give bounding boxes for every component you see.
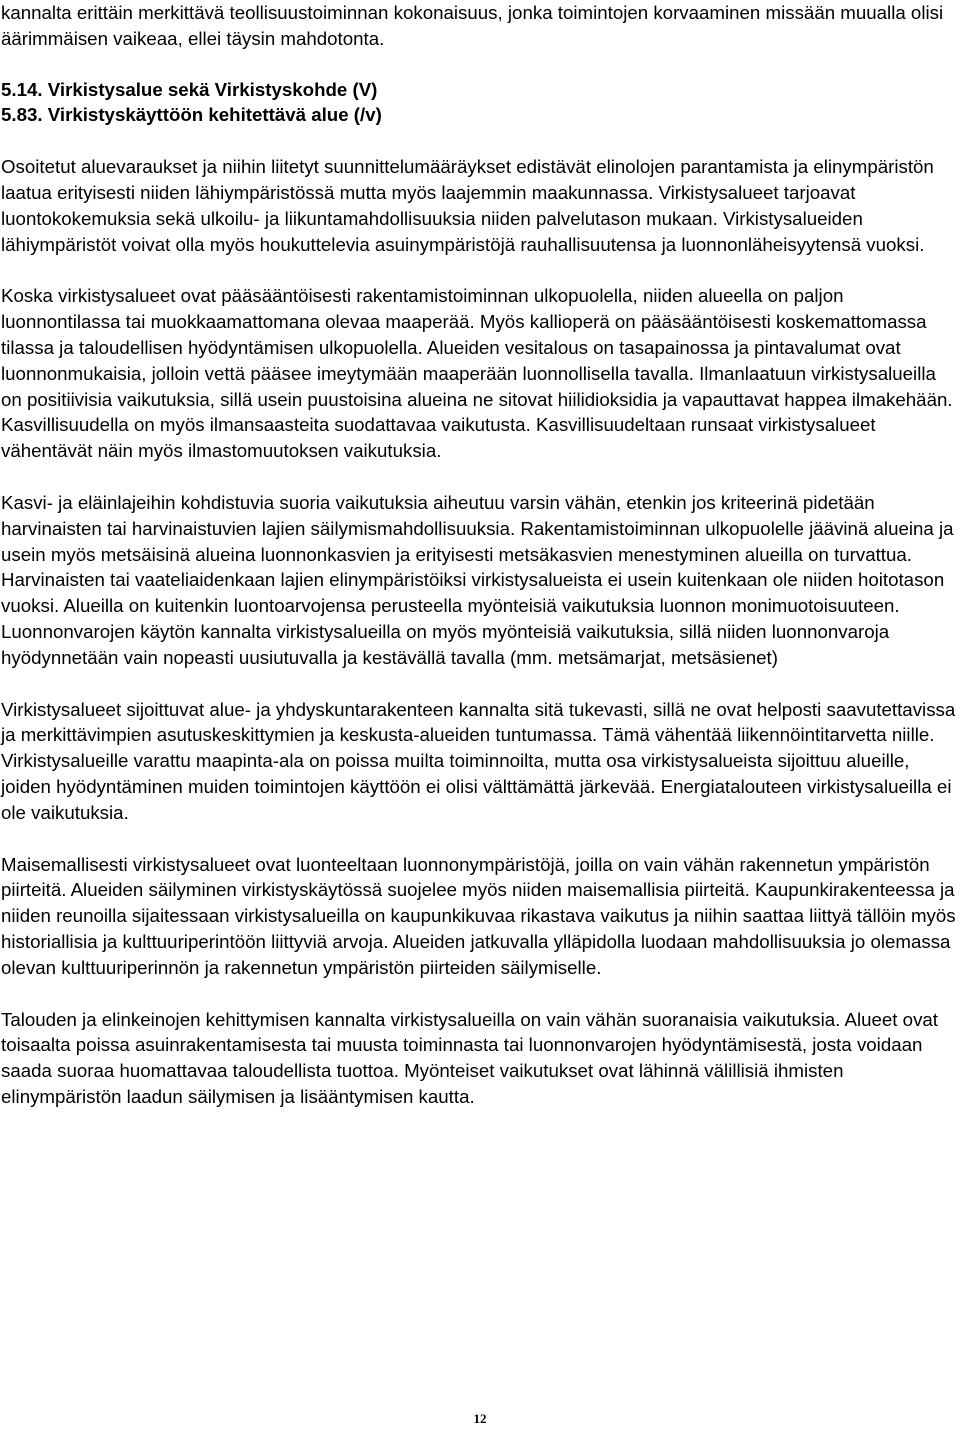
paragraph-flora-fauna: Kasvi- ja eläinlajeihin kohdistuvia suoria vaikutuksia aiheutuu varsin vähän, etenkin jos kriteerinä pidetään harvinaisten tai harvinaistuvien lajien säilymismahdollisuuksia. Rakentamistoiminnan ulkopuolelle jäävinä alueina ja usein myös metsäisinä alueina luonnonkasvien ja erityisesti metsäkasvien menestyminen alueilla on turvattua. Harvinaisten tai vaateliaidenkaan lajien elinympäristöiksi virkistysalueista ei usein kuitenkaan ole niiden hoitotason vuoksi. Alueilla on kuitenkin luontoarvojensa perusteella myönteisiä vaikutuksia luonnon monimuotoisuuteen. Luonnonvarojen käytön kannalta virkistysalueilla on myös myönteisiä vaikutuksia, sillä niiden luonnonvaroja hyödynnetään vain nopeasti uusiutuvalla ja kestävällä tavalla (mm. metsämarjat, metsäsienet) bbox=[1, 491, 954, 668]
paragraph-landscape: Maisemallisesti virkistysalueet ovat luonteeltaan luonnonympäristöjä, joilla on vain vähän rakennetun ympäristön piirteitä. Alueiden säilyminen virkistyskäytössä suojelee myös niiden maisemallisia piirteitä. Kaupunkirakenteessa ja niiden reunoilla sijaitessaan virkistysalueilla on kaupunkikuvaa rikastava vaikutus ja niihin saattaa liittyä tällöin myös historiallisia ja kulttuuriperintöön liittyviä arvoja. Alueiden jatkuvalla ylläpidolla luodaan mahdollisuuksia jo olemassa olevan kulttuuriperinnön ja rakennetun ympäristön piirteiden säilymiselle. bbox=[1, 853, 956, 978]
section-heading-5-83: 5.83. Virkistyskäyttöön kehitettävä alue (/v) bbox=[1, 104, 382, 126]
paragraph-living-conditions: Osoitetut aluevaraukset ja niihin liitetyt suunnittelumääräykset edistävät elinolojen parantamista ja elinympäristön laatua erityisesti niiden lähiympäristössä mutta myös laajemmin maakunnassa. Virkistysalueet tarjoavat luontokokemuksia sekä ulkoilu- ja liikuntamahdollisuuksia niiden palvelutason mukaan. Virkistysalueiden lähiympäristöt voivat olla myös houkuttelevia asuinympäristöjä rauhallisuutensa ja luonnonläheisyytensä vuoksi. bbox=[1, 156, 934, 255]
section-headings bbox=[1, 77, 957, 129]
paragraph-economy: Talouden ja elinkeinojen kehittymisen kannalta virkistysalueilla on vain vähän suoranaisia vaikutuksia. Alueet ovat toisaalta poissa asuinrakentamisesta tai muusta toiminnasta tai luonnonvarojen hyödyntämisestä, josta voidaan saada suoraa huomattavaa taloudellista tuottoa. Myönteiset vaikutukset ovat lähinnä välillisiä ihmisten elinympäristön laadun säilymisen ja lisääntymisen kautta. bbox=[1, 1008, 939, 1107]
paragraph-soil-and-air: Koska virkistysalueet ovat pääsääntöisesti rakentamistoiminnan ulkopuolella, niiden alueella on paljon luonnontilassa tai muokkaamattomana olevaa maaperää. Myös kallioperä on pääsääntöisesti koskemattomassa tilassa ja taloudellisen hyödyntämisen ulkopuolella. Alueiden vesitalous on tasapainossa ja pintavalumat ovat luonnonmukaisia, jolloin vettä pääsee imeytymään maaperään luonnollisella tavalla. Ilmanlaatuun virkistysalueilla on positiivisia vaikutuksia, sillä usein puustoisina alueina ne sitovat hiilidioksidia ja vapauttavat happea ilmakehään. Kasvillisuudella on myös ilmansaasteita suodattavaa vaikutusta. Kasvillisuudeltaan runsaat virkistysalueet vähentävät näin myös ilmastomuutoksen vaikutuksia. bbox=[1, 285, 953, 462]
paragraph-community-structure: Virkistysalueet sijoittuvat alue- ja yhdyskuntarakenteen kannalta sitä tukevasti, sillä ne ovat helposti saavutettavissa ja merkittävimpien asutuskeskittymien ja keskusta-alueiden tuntumassa. Tämä vähentää liikennöintitarvetta niille. Virkistysalueille varattu maapinta-ala on poissa muilta toiminnoilta, mutta osa virkistysalueista sijoittuu alueille, joiden hyödyntäminen muiden toimintojen käyttöön ei olisi välttämättä järkevää. Energiatalouteen virkistysalueilla ei ole vaikutuksia. bbox=[1, 698, 956, 823]
document-page bbox=[1, 0, 957, 1110]
page-number: 12 bbox=[473, 1411, 487, 1426]
intro-fragment: kannalta erittäin merkittävä teollisuustoiminnan kokonaisuus, jonka toimintojen korvaaminen missään muualla olisi äärimmäisen vaikeaa, ellei täysin mahdotonta. bbox=[1, 2, 944, 49]
section-heading-5-14: 5.14. Virkistysalue sekä Virkistyskohde (V) bbox=[1, 78, 378, 100]
